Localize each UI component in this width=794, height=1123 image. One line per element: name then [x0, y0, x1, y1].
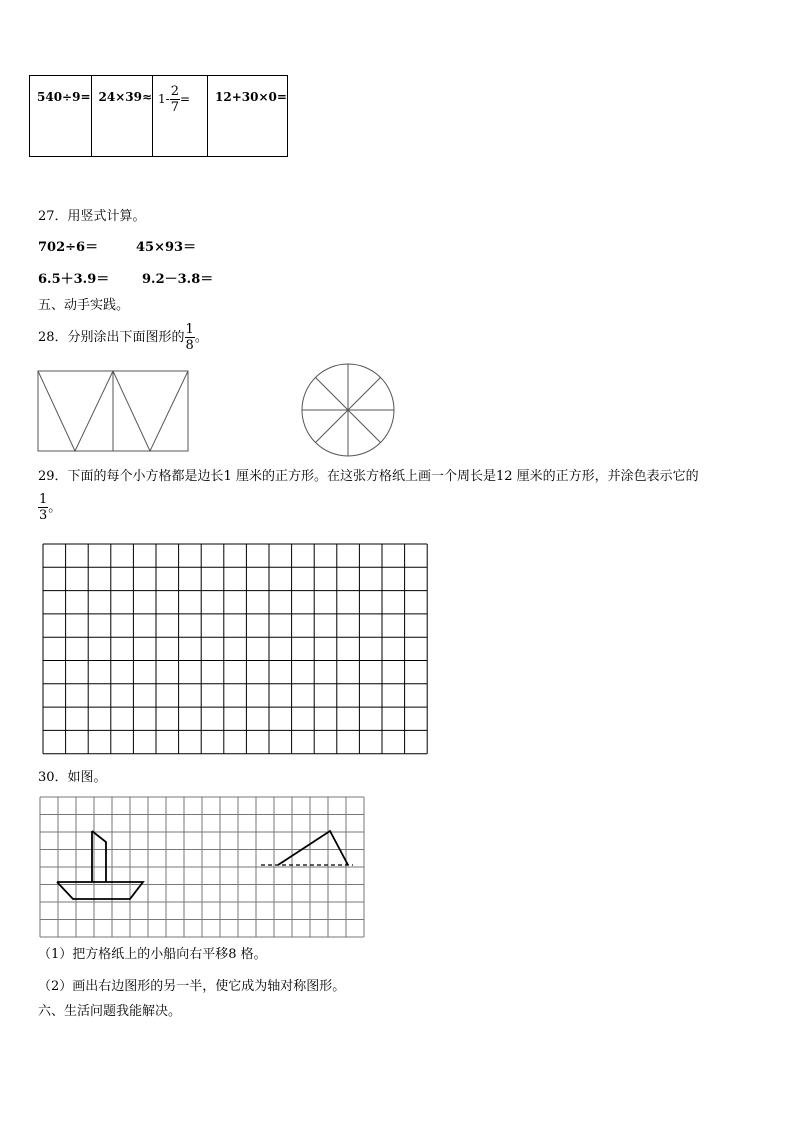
q29-fraction-line [38, 492, 61, 523]
q30-sub2: （2）画出右边图形的另一半，使它成为轴对称图形。 [38, 979, 346, 994]
calc-cell [153, 76, 208, 157]
section-title: 六、生活问题我能解决。 [38, 1004, 182, 1019]
q28-end: 。 [194, 330, 208, 345]
q29-end: 。 [48, 500, 62, 515]
calc-cell [91, 76, 153, 157]
q27-expr: 6.5＋3.9＝ [38, 272, 110, 287]
fraction [38, 492, 48, 523]
fraction-numerator: 1 [39, 492, 48, 507]
fraction-numerator: 2 [170, 84, 180, 99]
fraction-prefix: 1- [158, 92, 170, 106]
calc-cell [208, 76, 288, 157]
calc-expression: 12+30×0= [215, 90, 287, 104]
boat-grid-figure [39, 796, 366, 938]
q27-expr: 702÷6＝ [38, 240, 99, 255]
square-grid-paper [42, 543, 432, 756]
q27-expr: 9.2－3.8＝ [142, 272, 214, 287]
calc-expression-fraction [153, 76, 207, 115]
fraction-denominator: 3 [39, 508, 48, 523]
circle-eighths-figure [300, 362, 396, 458]
fraction [185, 322, 195, 353]
q28-text [38, 320, 208, 356]
calc-expression: 540÷9= [37, 90, 91, 104]
zigzag-rectangle-figure [37, 370, 190, 452]
fraction-denominator: 8 [185, 338, 194, 353]
q29-text: 29．下面的每个小方格都是边长1 厘米的正方形。在这张方格纸上画一个周长是12 厘米的正方形，并涂色表示它的 [38, 469, 699, 484]
calc-table [29, 75, 288, 157]
q30-title: 30．如图。 [38, 770, 107, 785]
q27-expr: 45×93＝ [136, 240, 197, 255]
section-title: 五、动手实践。 [38, 298, 130, 313]
q30-sub1: （1）把方格纸上的小船向右平移8 格。 [38, 947, 267, 962]
fraction [170, 84, 180, 115]
q27-title: 27．用竖式计算。 [38, 209, 146, 224]
q28-label: 28．分别涂出下面图形的 [38, 330, 185, 345]
fraction-suffix: = [180, 92, 191, 106]
half-triangle-shape [278, 831, 348, 865]
calc-expression: 24×39≈ [98, 90, 153, 104]
fraction-numerator: 1 [185, 322, 194, 337]
fraction-denominator: 7 [170, 100, 180, 115]
calc-cell [30, 76, 92, 157]
